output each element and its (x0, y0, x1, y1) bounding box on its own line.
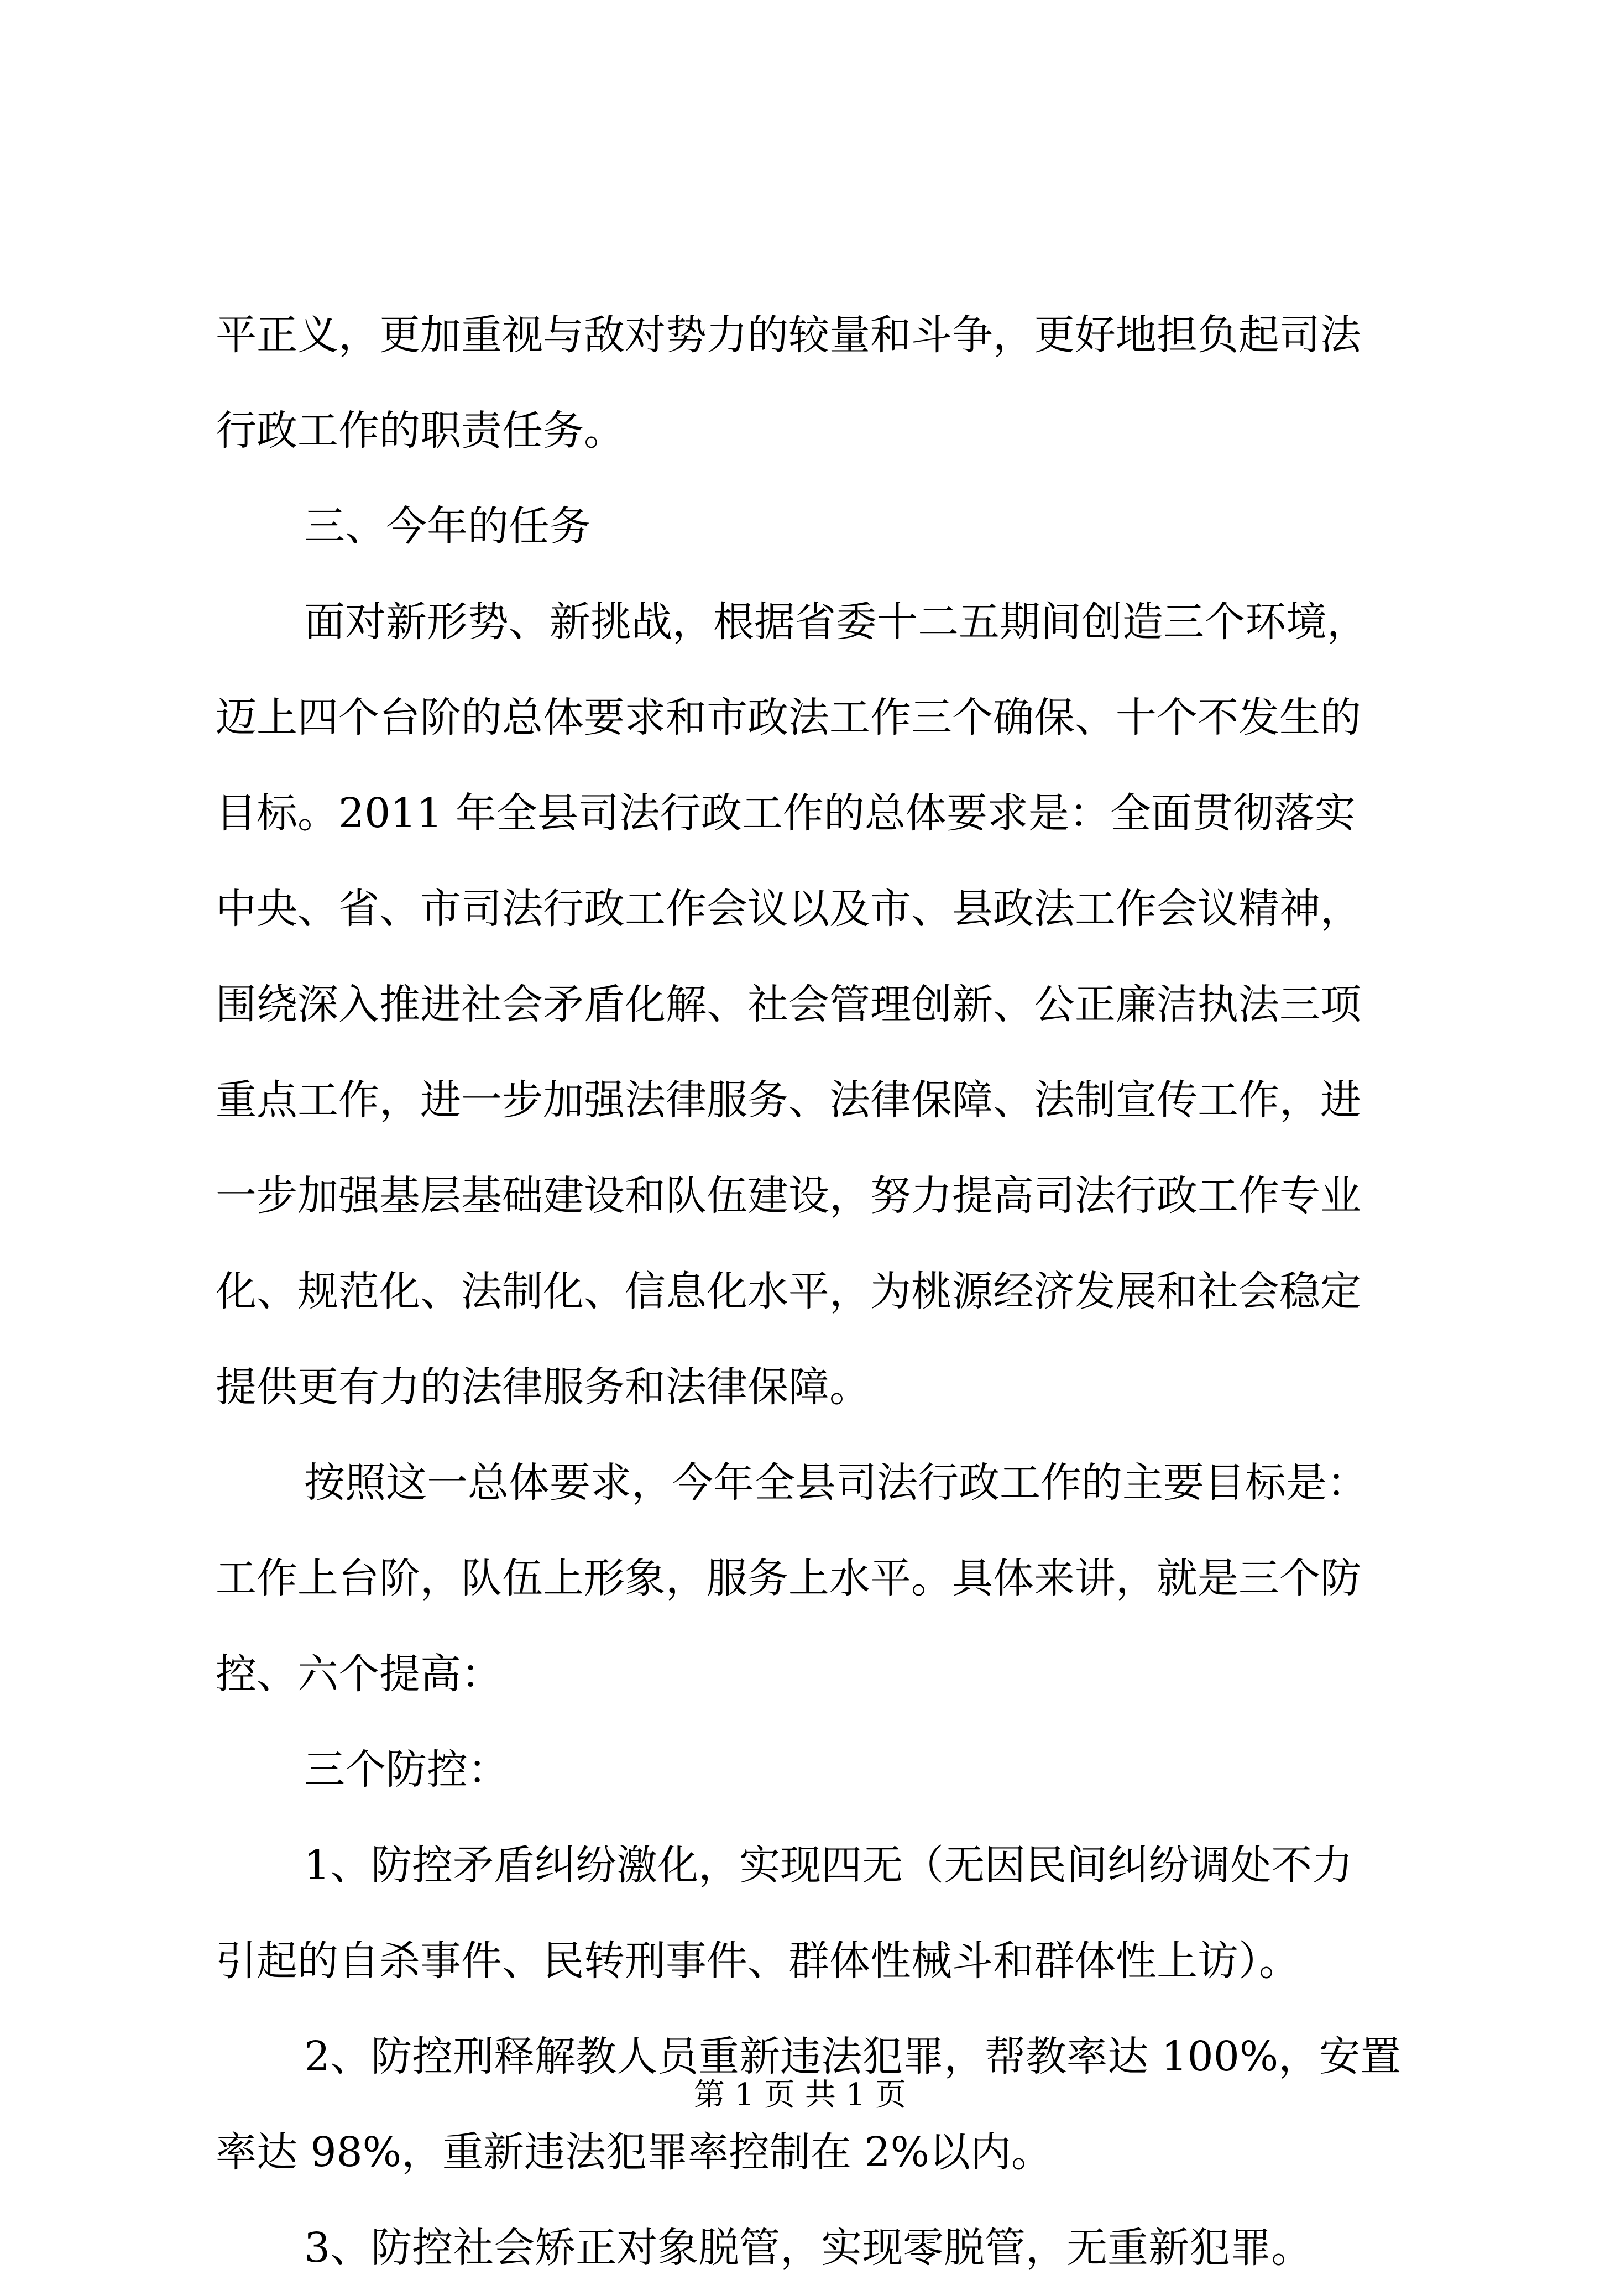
list-item: 1、防控矛盾纠纷激化，实现四无（无因民间纠纷调处不力 (304, 1842, 1353, 1889)
text-line: 提供更有力的法律服务和法律保障。 (216, 1363, 870, 1411)
text-line: 目标。2011 年全县司法行政工作的总体要求是：全面贯彻落实 (216, 789, 1356, 837)
text-line: 按照这一总体要求，今年全县司法行政工作的主要目标是： (304, 1459, 1368, 1507)
list-item: 2、防控刑释解教人员重新违法犯罪，帮教率达 100%，安置 (304, 2033, 1402, 2080)
page-footer: 第 1 页 共 1 页 (693, 2077, 907, 2113)
text-line: 平正义，更加重视与敌对势力的较量和斗争，更好地担负起司法 (216, 311, 1361, 359)
text-line: 控、六个提高： (216, 1650, 502, 1698)
text-line: 工作上台阶，队伍上形象，服务上水平。具体来讲，就是三个防 (216, 1555, 1361, 1602)
text-line: 中央、省、市司法行政工作会议以及市、县政法工作会议精神， (216, 885, 1361, 933)
document-body (216, 287, 1404, 2296)
subsection-heading: 三个防控： (304, 1746, 509, 1793)
text-line: 重点工作，进一步加强法律服务、法律保障、法制宣传工作，进 (216, 1076, 1361, 1124)
text-line: 面对新形势、新挑战，根据省委十二五期间创造三个环境， (304, 598, 1368, 646)
text-line: 率达 98%，重新违法犯罪率控制在 2%以内。 (216, 2128, 1052, 2176)
text-line: 一步加强基层基础建设和队伍建设，努力提高司法行政工作专业 (216, 1172, 1361, 1220)
text-line: 围绕深入推进社会矛盾化解、社会管理创新、公正廉洁执法三项 (216, 981, 1361, 1028)
text-line: 化、规范化、法制化、信息化水平，为桃源经济发展和社会稳定 (216, 1268, 1361, 1315)
text-line: 迈上四个台阶的总体要求和市政法工作三个确保、十个不发生的 (216, 694, 1361, 741)
text-line: 引起的自杀事件、民转刑事件、群体性械斗和群体性上访）。 (216, 1937, 1300, 1985)
text-line: 行政工作的职责任务。 (216, 407, 625, 454)
list-item: 3、防控社会矫正对象脱管，实现零脱管，无重新犯罪。 (304, 2224, 1313, 2272)
section-heading: 三、今年的任务 (304, 503, 590, 550)
